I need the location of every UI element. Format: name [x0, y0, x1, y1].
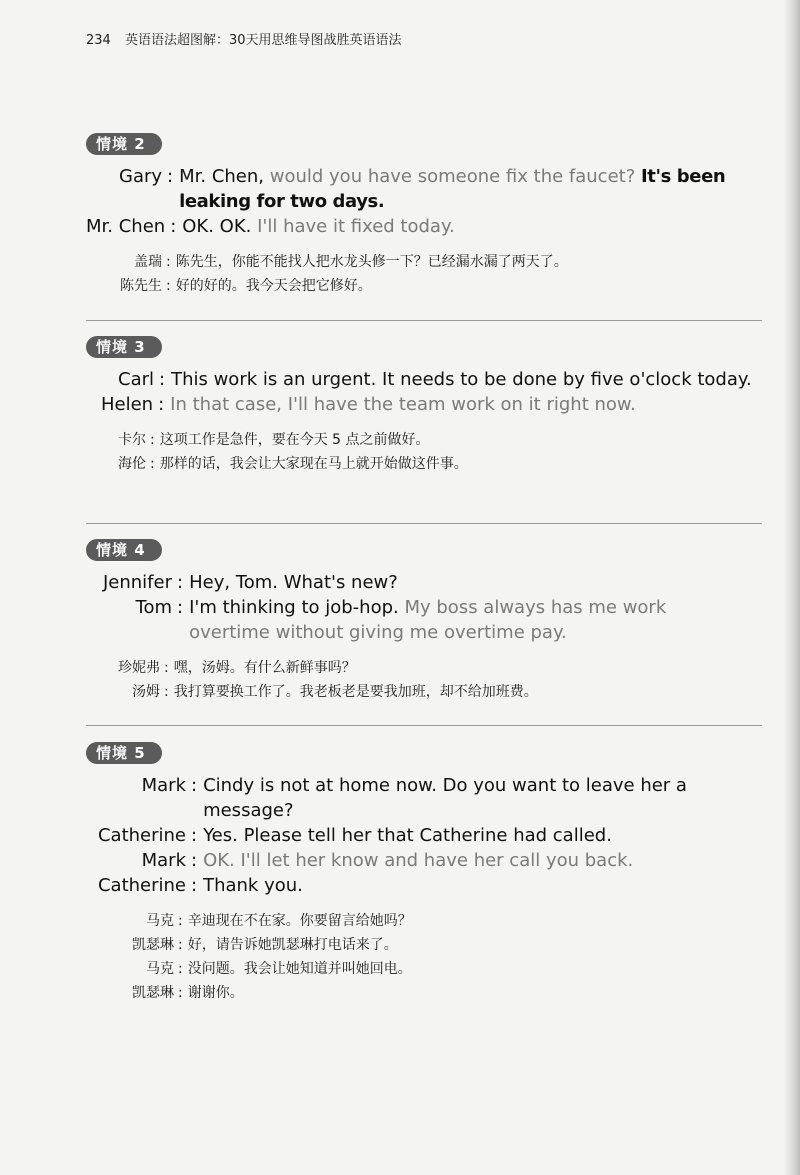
- section-divider: [86, 320, 762, 321]
- speaker-name: Catherine: [97, 825, 186, 846]
- utterance: Yes. Please tell her that Catherine had called.: [203, 825, 612, 846]
- translation: [86, 656, 762, 704]
- translation-line: 汤姆 : 我打算要换工作了。我老板老是要我加班，却不给加班费。: [132, 684, 538, 700]
- page-edge-shadow: [784, 0, 800, 1175]
- speaker-name: Gary: [119, 166, 163, 187]
- scene-tag: 情境 2: [86, 133, 162, 155]
- dialog: [86, 570, 762, 645]
- speaker-name: Mark: [141, 775, 186, 796]
- translation: [86, 428, 762, 476]
- page-number: 234: [86, 33, 111, 48]
- translation-line: 卡尔 : 这项工作是急件，要在今天 5 点之前做好。: [118, 432, 430, 448]
- translation-line: 马克 : 辛迪现在不在家。你要留言给她吗？: [146, 913, 412, 929]
- scene-2: [86, 133, 762, 298]
- dialog-line: Helen : In that case, I'll have the team work on it right now.: [86, 392, 762, 417]
- utterance: Hey, Tom. What's new?: [189, 572, 398, 593]
- scene-5: [86, 742, 762, 1005]
- dialog-line: Tom : I'm thinking to job-hop. My boss always has me work overtime without giving me overtime pay.: [86, 595, 762, 645]
- utterance: OK. I'll let her know and have her call you back.: [203, 850, 634, 871]
- utterance: This work is an urgent. It needs to be done by five o'clock today.: [171, 369, 752, 390]
- dialog-line: Mark : OK. I'll let her know and have her call you back.: [86, 848, 762, 873]
- speaker-name: Catherine: [97, 875, 186, 896]
- translation-line: 马克 : 没问题。我会让她知道并叫她回电。: [146, 961, 412, 977]
- dialog-line: Catherine : Thank you.: [86, 873, 762, 898]
- book-title: 英语语法超图解：30天用思维导图战胜英语语法: [124, 33, 402, 48]
- page-header: [86, 29, 402, 48]
- dialog-line: Gary : Mr. Chen, would you have someone fix the faucet? It's been leaking for two days.: [86, 164, 762, 214]
- scene-tag: 情境 4: [86, 539, 162, 561]
- speaker-name: Jennifer: [102, 572, 172, 593]
- dialog: [86, 164, 762, 239]
- translation: [86, 250, 762, 298]
- utterance: In that case, I'll have the team work on it right now.: [170, 394, 636, 415]
- scene-tag: 情境 3: [86, 336, 162, 358]
- utterance: OK. OK. I'll have it fixed today.: [182, 216, 455, 237]
- section-divider: [86, 523, 762, 524]
- dialog-line: Jennifer : Hey, Tom. What's new?: [86, 570, 762, 595]
- speaker-name: Tom: [135, 597, 172, 618]
- speaker-name: Carl: [118, 369, 154, 390]
- scene-tag: 情境 5: [86, 742, 162, 764]
- dialog: [86, 367, 762, 417]
- dialog-line: Carl : This work is an urgent. It needs to be done by five o'clock today.: [86, 367, 762, 392]
- speaker-name: Helen: [101, 394, 154, 415]
- utterance: I'm thinking to job-hop. My boss always has me work overtime without giving me overtime pay.: [189, 597, 667, 643]
- dialog-line: Catherine : Yes. Please tell her that Catherine had called.: [86, 823, 762, 848]
- scene-3: [86, 336, 762, 476]
- speaker-name: Mark: [141, 850, 186, 871]
- scene-4: [86, 539, 762, 704]
- utterance: Cindy is not at home now. Do you want to leave her a message?: [203, 775, 687, 821]
- dialog-line: Mr. Chen : OK. OK. I'll have it fixed today.: [86, 214, 762, 239]
- dialog-line: Mark : Cindy is not at home now. Do you want to leave her a message?: [86, 773, 762, 823]
- translation-line: 凯瑟琳 : 好，请告诉她凯瑟琳打电话来了。: [132, 937, 398, 953]
- translation-line: 海伦 : 那样的话，我会让大家现在马上就开始做这件事。: [118, 456, 468, 472]
- section-divider: [86, 725, 762, 726]
- speaker-name: Mr. Chen: [86, 216, 166, 237]
- translation: [86, 909, 762, 1005]
- translation-line: 凯瑟琳 : 谢谢你。: [132, 985, 244, 1001]
- utterance: Mr. Chen, would you have someone fix the faucet? It's been leaking for two days.: [179, 166, 726, 212]
- dialog: [86, 773, 762, 898]
- translation-line: 珍妮弗 : 嘿，汤姆。有什么新鲜事吗？: [118, 660, 356, 676]
- translation-line: 陈先生 : 好的好的。我今天会把它修好。: [120, 278, 372, 294]
- utterance: Thank you.: [203, 875, 303, 896]
- translation-line: 盖瑞 : 陈先生，你能不能找人把水龙头修一下？已经漏水漏了两天了。: [134, 254, 568, 270]
